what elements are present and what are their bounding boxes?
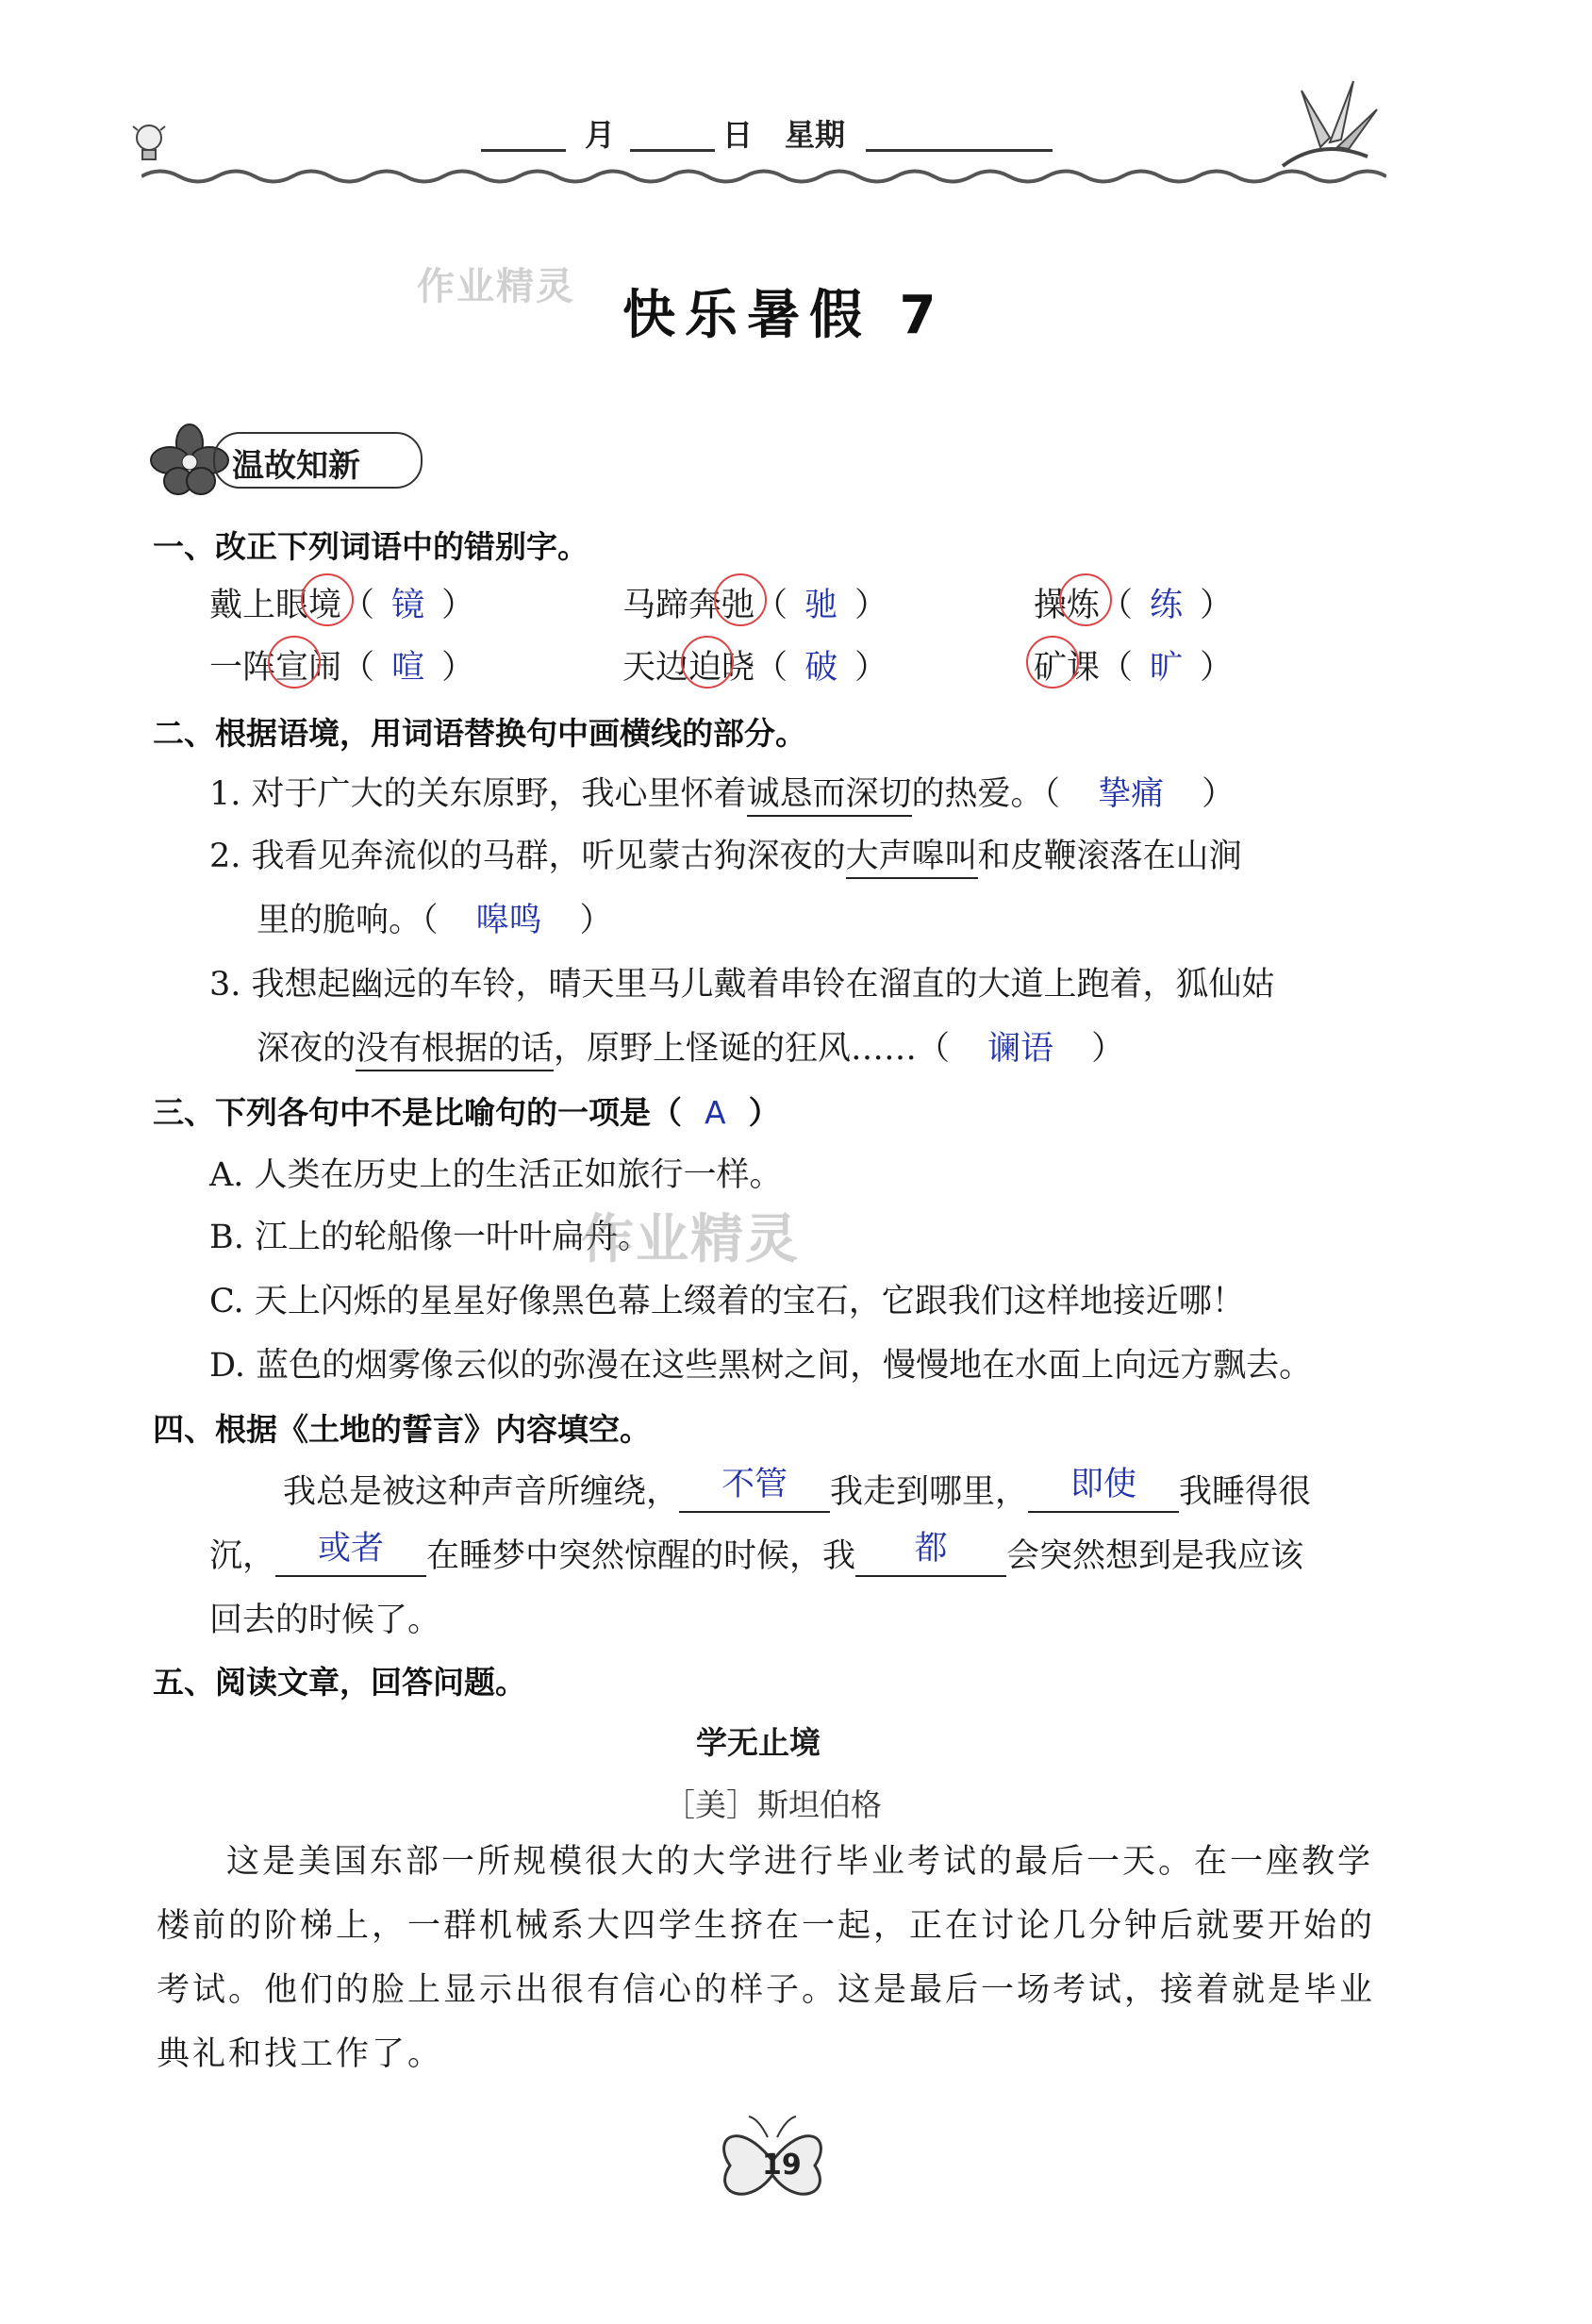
q1-item-5: 天边迫晓（ 破 ）: [622, 641, 887, 689]
q3-heading: 三、下列各句中不是比喻句的一项是（ A ）: [153, 1094, 780, 1131]
week-label: 星期: [785, 117, 846, 153]
q1-item-4: 一阵宣闹（ 喧 ）: [209, 641, 474, 689]
underlined-phrase: 诚恳而深切: [747, 775, 912, 817]
header-wave-divider: [141, 162, 1386, 191]
wrong-char-circle: 迫: [688, 641, 721, 689]
watermark-top: 作业精灵: [417, 265, 575, 308]
section-badge: [213, 432, 423, 489]
q2-answer-1[interactable]: 挚痛: [1098, 775, 1165, 813]
q2-sentence-1: 1. 对于广大的关东原野，我心里怀着诚恳而深切的热爱。（ 挚痛 ）: [209, 768, 1235, 815]
wrong-char-circle: 境: [308, 579, 341, 626]
q4-heading: 四、根据《土地的誓言》内容填空。: [153, 1411, 651, 1448]
q2-heading: 二、根据语境，用词语替换句中画横线的部分。: [153, 715, 806, 752]
q4-blank-1[interactable]: 不管: [679, 1473, 830, 1513]
q2-sentence-3-line-2: 深夜的没有根据的话，原野上怪诞的狂风……（ 谰语 ）: [257, 1022, 1124, 1070]
day-label: 日: [722, 117, 754, 153]
q3-option-a: A. 人类在历史上的生活正如旅行一样。: [209, 1156, 783, 1194]
wrong-char-circle: 炼: [1067, 579, 1100, 626]
q2-answer-3[interactable]: 谰语: [987, 1030, 1054, 1068]
month-blank[interactable]: [481, 149, 566, 152]
q4-line-3: 回去的时候了。: [209, 1602, 441, 1639]
q1-heading: 一、改正下列词语中的错别字。: [153, 528, 589, 565]
q1-answer-4[interactable]: 喧: [391, 649, 425, 687]
q1-item-2: 马蹄奔弛（ 驰 ）: [622, 579, 887, 626]
underlined-phrase: 大声嗥叫: [846, 838, 978, 879]
story-paragraph: 这是美国东部一所规模很大的大学进行毕业考试的最后一天。在一座教学楼前的阶梯上，一群机械系大四学生挤在一起，正在讨论几分钟后就要开始的考试。他们的脸上显示出很有信心的样子。这是最后一场考试，接着就是毕业典礼和找工作了。: [157, 1843, 1376, 2073]
q4-blank-3[interactable]: 或者: [275, 1537, 426, 1577]
q5-heading: 五、阅读文章，回答问题。: [153, 1664, 526, 1701]
lightbulb-icon: [130, 121, 168, 166]
q1-answer-2[interactable]: 驰: [804, 587, 838, 624]
q4-line-1: 我总是被这种声音所缠绕， 不管 我走到哪里， 即使 我睡得很: [283, 1466, 1312, 1511]
q2-sentence-2: 2. 我看见奔流似的马群，听见蒙古狗深夜的大声嗥叫和皮鞭滚落在山涧: [209, 830, 1242, 877]
story-title: 学无止境: [696, 1724, 821, 1761]
q4-line-2: 沉， 或者 在睡梦中突然惊醒的时候，我 都 会突然想到是我应该: [209, 1530, 1304, 1575]
day-blank[interactable]: [630, 149, 715, 152]
q3-option-b: B. 江上的轮船像一叶叶扁舟。: [209, 1219, 651, 1256]
page-title: 快乐暑假 7: [622, 285, 946, 346]
q1-answer-6[interactable]: 旷: [1150, 649, 1184, 687]
month-label: 月: [585, 117, 616, 153]
q2-answer-2[interactable]: 嗥鸣: [475, 902, 542, 939]
watermark-mid: 作业精灵: [581, 1209, 800, 1270]
q4-blank-2[interactable]: 即使: [1028, 1473, 1179, 1513]
bird-of-paradise-flower-icon: [1264, 72, 1386, 175]
q3-option-c: C. 天上闪烁的星星好像黑色幕上缀着的宝石，它跟我们这样地接近哪！: [209, 1283, 1245, 1320]
underlined-phrase: 没有根据的话: [356, 1030, 554, 1071]
q1-item-1: 戴上眼境（ 镜 ）: [209, 579, 474, 626]
section-badge-label: 温故知新: [232, 447, 360, 485]
q1-item-6: 矿课（ 旷 ）: [1034, 641, 1233, 689]
q1-item-3: 操炼（ 练 ）: [1034, 579, 1233, 626]
q4-blank-4[interactable]: 都: [855, 1537, 1006, 1577]
week-blank[interactable]: [866, 149, 1053, 152]
q3-option-d: D. 蓝色的烟雾像云似的弥漫在这些黑树之间，慢慢地在水面上向远方飘去。: [209, 1347, 1313, 1385]
wrong-char-circle: 矿: [1034, 641, 1067, 689]
q2-sentence-3: 3. 我想起幽远的车铃，晴天里马儿戴着串铃在溜直的大道上跑着，狐仙姑: [209, 966, 1275, 1004]
q1-answer-3[interactable]: 练: [1150, 587, 1184, 624]
wrong-char-circle: 弛: [721, 579, 755, 626]
wrong-char-circle: 宣: [275, 641, 308, 689]
q1-answer-1[interactable]: 镜: [391, 587, 425, 624]
q3-answer[interactable]: A: [705, 1094, 726, 1131]
page-number: 19: [762, 2149, 802, 2182]
q1-answer-5[interactable]: 破: [804, 649, 838, 687]
story-author: ［美］斯坦伯格: [664, 1786, 882, 1823]
q2-sentence-2-line-2: 里的脆响。（ 嗥鸣 ）: [257, 902, 613, 939]
